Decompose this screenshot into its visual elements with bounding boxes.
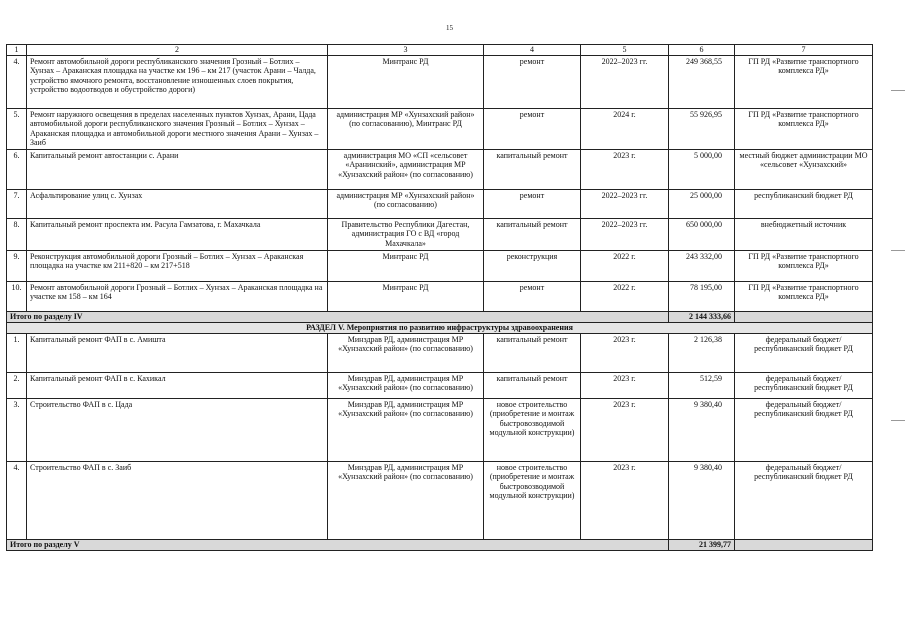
work-type: ремонт (484, 108, 581, 149)
measure-name: Реконструкция автомобильной дороги Грозный – Ботлих – Хунзах – Араканская площадка на участке км 211+820 – км 217+518 (27, 250, 328, 281)
amount: 9 380,40 (669, 461, 735, 539)
work-type: реконструкция (484, 250, 581, 281)
executor: Правительство Республики Дагестан, администрация ГО с ВД «город Махачкала» (328, 218, 484, 250)
measure-name: Строительство ФАП в с. Цада (27, 398, 328, 461)
work-type: капитальный ремонт (484, 149, 581, 189)
amount: 650 000,00 (669, 218, 735, 250)
scan-mark (891, 90, 905, 91)
section-total-row (7, 539, 873, 550)
executor: администрация МР «Хунзахский район» (по согласованию), Минтранс РД (328, 108, 484, 149)
col-header: 4 (484, 45, 581, 56)
col-header: 5 (581, 45, 669, 56)
funding-source: ГП РД «Развитие транспортного комплекса РД» (735, 108, 873, 149)
work-type: ремонт (484, 281, 581, 311)
row-number: 6. (7, 149, 27, 189)
scan-mark (891, 250, 905, 251)
period: 2023 г. (581, 149, 669, 189)
col-header: 7 (735, 45, 873, 56)
work-type: капитальный ремонт (484, 333, 581, 372)
row-number: 9. (7, 250, 27, 281)
executor: Минздрав РД, администрация МР «Хунзахский район» (по согласованию) (328, 333, 484, 372)
measures-table (6, 44, 873, 551)
amount: 55 926,95 (669, 108, 735, 149)
row-number: 1. (7, 333, 27, 372)
funding-source: республиканский бюджет РД (735, 189, 873, 218)
period: 2022 г. (581, 281, 669, 311)
row-number: 2. (7, 372, 27, 398)
row-number: 4. (7, 461, 27, 539)
row-number: 7. (7, 189, 27, 218)
section-heading-row (7, 322, 873, 333)
measure-name: Капитальный ремонт проспекта им. Расула Гамзатова, г. Махачкала (27, 218, 328, 250)
row-number: 3. (7, 398, 27, 461)
amount: 2 126,38 (669, 333, 735, 372)
page-number: 15 (446, 24, 453, 32)
total-label: Итого по разделу IV (7, 311, 669, 322)
measure-name: Капитальный ремонт автостанции с. Арани (27, 149, 328, 189)
funding-source: федеральный бюджет/ республиканский бюджет РД (735, 333, 873, 372)
column-number-row (7, 45, 873, 56)
executor: администрация МР «Хунзахский район» (по согласованию) (328, 189, 484, 218)
amount: 5 000,00 (669, 149, 735, 189)
total-empty-cell (735, 539, 873, 550)
col-header: 3 (328, 45, 484, 56)
funding-source: федеральный бюджет/ республиканский бюджет РД (735, 398, 873, 461)
table-row (7, 333, 873, 372)
funding-source: ГП РД «Развитие транспортного комплекса РД» (735, 281, 873, 311)
measure-name: Асфальтирование улиц с. Хунзах (27, 189, 328, 218)
funding-source: федеральный бюджет/ республиканский бюджет РД (735, 372, 873, 398)
amount: 249 368,55 (669, 55, 735, 108)
table-row (7, 218, 873, 250)
funding-source: ГП РД «Развитие транспортного комплекса РД» (735, 55, 873, 108)
amount: 243 332,00 (669, 250, 735, 281)
period: 2023 г. (581, 372, 669, 398)
section-total-row (7, 311, 873, 322)
work-type: капитальный ремонт (484, 372, 581, 398)
funding-source: местный бюджет администрации МО «сельсовет «Хунзахский» (735, 149, 873, 189)
total-amount: 2 144 333,66 (669, 311, 735, 322)
measure-name: Ремонт автомобильной дороги Грозный – Ботлих – Хунзах – Араканская площадка на участке км 158 – км 164 (27, 281, 328, 311)
period: 2023 г. (581, 333, 669, 372)
executor: Минздрав РД, администрация МР «Хунзахский район» (по согласованию) (328, 372, 484, 398)
row-number: 8. (7, 218, 27, 250)
funding-source: федеральный бюджет/ республиканский бюджет РД (735, 461, 873, 539)
period: 2023 г. (581, 461, 669, 539)
executor: Минтранс РД (328, 281, 484, 311)
measure-name: Ремонт наружного освещения в пределах населенных пунктов Хунзах, Арани, Цада автомобильной дороги республиканского значения Грозный – Ботлих – Хунзах – Араканская площадка и автомобильной дороги местного значения Арани – Хунзах – Заиб (27, 108, 328, 149)
table-row (7, 250, 873, 281)
amount: 78 195,00 (669, 281, 735, 311)
work-type: новое строительство (приобретение и монтаж быстровозводимой модульной конструкции) (484, 398, 581, 461)
scan-mark (891, 420, 905, 421)
col-header: 2 (27, 45, 328, 56)
total-label: Итого по разделу V (7, 539, 669, 550)
executor: Минтранс РД (328, 55, 484, 108)
measure-name: Строительство ФАП в с. Заиб (27, 461, 328, 539)
amount: 25 000,00 (669, 189, 735, 218)
section-title: РАЗДЕЛ V. Мероприятия по развитию инфраструктуры здравоохранения (7, 322, 873, 333)
period: 2022–2023 гг. (581, 55, 669, 108)
executor: Минтранс РД (328, 250, 484, 281)
executor: Минздрав РД, администрация МР «Хунзахский район» (по согласованию) (328, 461, 484, 539)
table-row (7, 461, 873, 539)
amount: 512,59 (669, 372, 735, 398)
row-number: 5. (7, 108, 27, 149)
work-type: ремонт (484, 55, 581, 108)
executor: администрация МО «СП «сельсовет «Аранинский», администрация МР «Хунзахский район» (по согласованию) (328, 149, 484, 189)
work-type: ремонт (484, 189, 581, 218)
work-type: капитальный ремонт (484, 218, 581, 250)
measure-name: Капитальный ремонт ФАП в с. Кахикал (27, 372, 328, 398)
period: 2022 г. (581, 250, 669, 281)
table-row (7, 108, 873, 149)
table-row (7, 281, 873, 311)
col-header: 6 (669, 45, 735, 56)
amount: 9 380,40 (669, 398, 735, 461)
total-empty-cell (735, 311, 873, 322)
table-row (7, 55, 873, 108)
work-type: новое строительство (приобретение и монтаж быстровозводимой модульной конструкции) (484, 461, 581, 539)
table-row (7, 398, 873, 461)
executor: Минздрав РД, администрация МР «Хунзахский район» (по согласованию) (328, 398, 484, 461)
row-number: 4. (7, 55, 27, 108)
table-row (7, 372, 873, 398)
measure-name: Капитальный ремонт ФАП в с. Амишта (27, 333, 328, 372)
measure-name: Ремонт автомобильной дороги республиканского значения Грозный – Ботлих – Хунзах – Араканская площадка на участке км 196 – км 217 (участок Арани – Чалда, устройство ямочного ремонта, восстановление изношенных слоев покрытия, устройство водоотводов и обустройство дороги) (27, 55, 328, 108)
period: 2022–2023 гг. (581, 189, 669, 218)
funding-source: внебюджетный источник (735, 218, 873, 250)
period: 2024 г. (581, 108, 669, 149)
table-row (7, 149, 873, 189)
period: 2023 г. (581, 398, 669, 461)
period: 2022–2023 гг. (581, 218, 669, 250)
col-header: 1 (7, 45, 27, 56)
table-row (7, 189, 873, 218)
total-amount: 21 399,77 (669, 539, 735, 550)
funding-source: ГП РД «Развитие транспортного комплекса РД» (735, 250, 873, 281)
row-number: 10. (7, 281, 27, 311)
